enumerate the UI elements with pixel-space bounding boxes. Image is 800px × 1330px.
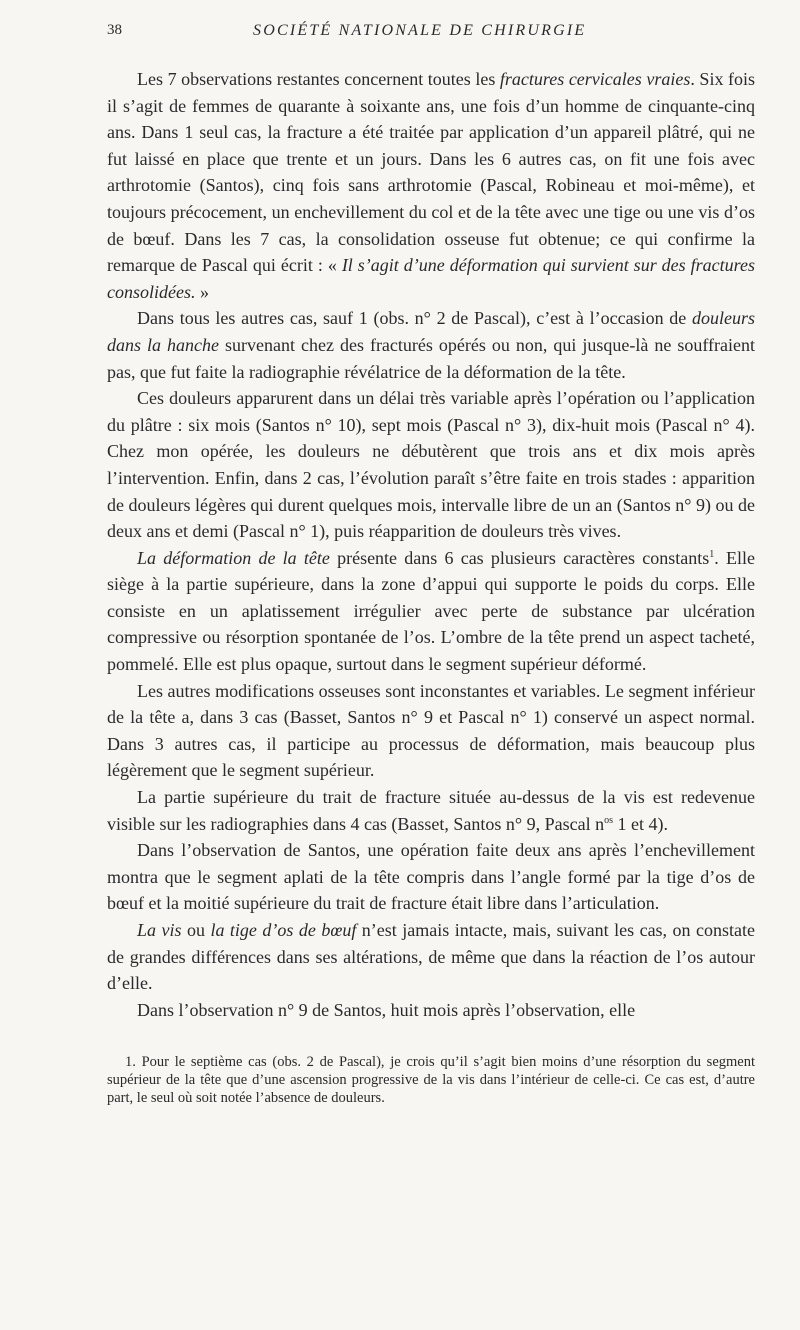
paragraph-4-text-b: . Elle siège à la partie supérieure, dans la zone d’appui qui supporte le poids du corps. Elle consiste en un aplatissement irrégulier avec perte de substance par ulcération compressive ou résorption spontanée de l’os. L’ombre de la tête prend un aspect tacheté, pommelé. Elle est plus opaque, surtout dans le segment supérieur déformé. bbox=[107, 547, 755, 675]
paragraph-2-text-a: Dans tous les autres cas, sauf 1 (obs. n° 2 de Pascal), c’est à l’occasion de bbox=[137, 308, 692, 329]
paragraph-9: Dans l’observation n° 9 de Santos, huit mois après l’observation, elle bbox=[137, 999, 636, 1020]
paragraph-8-text-a: ou bbox=[181, 920, 211, 940]
running-head bbox=[107, 22, 755, 48]
paragraph-7: Dans l’observation de Santos, une opération faite deux ans après l’enchevillement montra que le segment aplati de la tête compris dans l’angle formé par la tige d’os de bœuf et la moitié supérieure du trait de fracture était libre dans l’articulation. bbox=[107, 840, 755, 914]
paragraph-8 bbox=[107, 917, 755, 997]
paragraph-1-italic-a: fractures cervicales vraies bbox=[499, 69, 691, 89]
paragraph-2-italic: douleurs dans la hanche bbox=[107, 308, 755, 355]
paragraph-1-italic-quote: Il s’agit d’une déformation qui survient sur des fractures consolidées. bbox=[107, 255, 755, 302]
paragraph-1-text-b: . Six fois il s’agit de femmes de quarante à soixante ans, une fois d’un homme de cinquante-cinq ans. Dans 1 seul cas, la fracture a été traitée par application d’un appareil plâtré, qui ne fut laissé en place que trente et un jours. Dans les 6 autres cas, on fit une fois avec arthrotomie (Santos), cinq fois sans arthrotomie (Pascal, Robineau et moi-même), et toujours précocement, un enchevillement du col et de la tête avec une tige ou une vis d’os de bœuf. Dans les 7 cas, la consolidation osseuse fut obtenue; ce qui confirme la remarque de Pascal qui écrit : « bbox=[107, 69, 756, 276]
footnotes bbox=[107, 1053, 755, 1107]
footnote-marker: 1 bbox=[709, 548, 715, 560]
paragraph-4 bbox=[107, 545, 755, 678]
paragraph-1 bbox=[107, 66, 755, 305]
paragraph-1-text-c: » bbox=[195, 281, 209, 302]
paragraph-6 bbox=[107, 784, 755, 837]
paragraph-2-text-b: survenant chez des fracturés opérés ou non, qui jusque-là ne souffraient pas, que fut faite la radiographie révélatrice de la déformation de la tête. bbox=[107, 334, 755, 382]
paragraph-6-superscript: os bbox=[604, 814, 614, 826]
paragraph-8-italic-b: la tige d’os de bœuf bbox=[210, 920, 357, 940]
paragraph-6-text-a: La partie supérieure du trait de fracture située au-dessus de la vis est redevenue visible sur les radiographies dans 4 cas (Basset, Santos n° 9, Pascal n bbox=[107, 787, 755, 834]
paragraph-6-text-b: 1 et 4). bbox=[613, 813, 668, 834]
page-number: 38 bbox=[107, 22, 122, 38]
paragraph-8-text-b: n’est jamais intacte, mais, suivant les cas, on constate de grandes différences dans ses altérations, de même que dans la réaction de l’os autour d’elle. bbox=[107, 920, 755, 994]
body-text bbox=[107, 66, 755, 1023]
footnote-1: 1. Pour le septième cas (obs. 2 de Pascal), je crois qu’il s’agit bien moins d’une résorption du segment supérieur de la tête que d’une ascension progressive de la vis dans l’intérieur de celle-ci. Ce cas est, d’autre part, le seul où soit notée l’absence de douleurs. bbox=[107, 1054, 755, 1107]
paragraph-1-text-a: Les 7 observations restantes concernent toutes les bbox=[137, 69, 500, 89]
document-page bbox=[107, 22, 755, 1107]
paragraph-3: Ces douleurs apparurent dans un délai très variable après l’opération ou l’application du plâtre : six mois (Santos n° 10), sept mois (Pascal n° 3), dix-huit mois (Pascal n° 4). Chez mon opérée, les douleurs ne débutèrent que trois ans et dix mois après l’intervention. Enfin, dans 2 cas, l’évolution paraît s’être faite en trois stades : apparition de douleurs légères qui durent quelques mois, intervalle libre de un an (Santos n° 9) ou de deux ans et demi (Pascal n° 1), puis réapparition de douleurs très vives. bbox=[107, 388, 755, 542]
paragraph-2 bbox=[107, 305, 755, 385]
journal-title: SOCIÉTÉ NATIONALE DE CHIRURGIE bbox=[253, 22, 587, 39]
paragraph-8-italic-a: La vis bbox=[137, 920, 182, 940]
paragraph-5: Les autres modifications osseuses sont inconstantes et variables. Le segment inférieur de la tête a, dans 3 cas (Basset, Santos n° 9 et Pascal n° 1) conservé un aspect normal. Dans 3 autres cas, il participe au processus de déformation, mais beaucoup plus légèrement que le segment supérieur. bbox=[107, 680, 755, 781]
paragraph-4-text-a: présente dans 6 cas plusieurs caractères constants bbox=[329, 547, 710, 568]
paragraph-4-italic: La déformation de la tête bbox=[137, 547, 330, 568]
